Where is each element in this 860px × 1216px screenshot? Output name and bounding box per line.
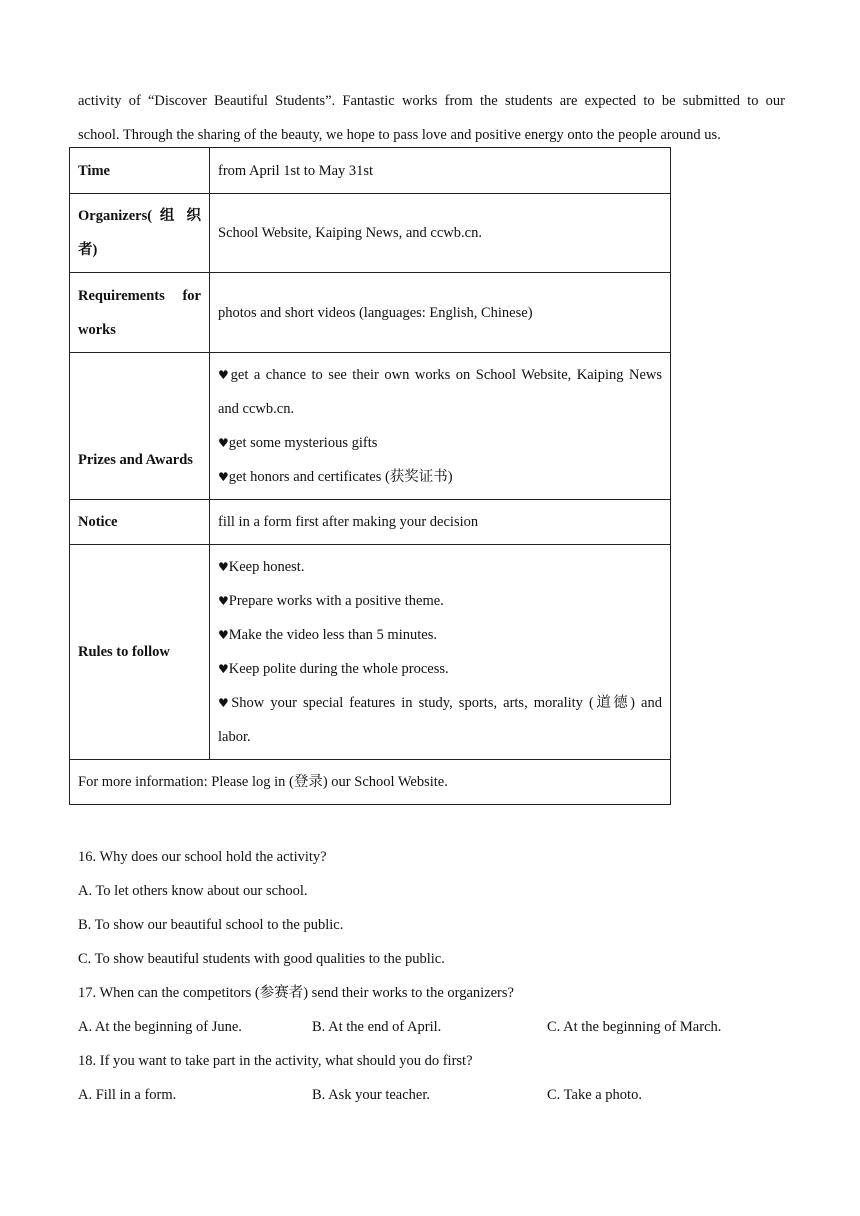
rule-item: ♥Prepare works with a positive theme. (218, 593, 444, 609)
question-18-stem: 18. If you want to take part in the activity, what should you do first? (78, 1053, 473, 1069)
row-time (70, 148, 671, 194)
prize-item: ♥get honors and certificates (获奖证书) (218, 469, 453, 485)
rule-item: ♥Keep polite during the whole process. (218, 661, 449, 677)
rule-item: ♥Show your special features in study, sports, arts, morality (道德) and labor. (218, 695, 662, 745)
question-17-option-b: B. At the end of April. (312, 1019, 442, 1035)
row-more-info (70, 760, 671, 805)
intro-line-1: activity of “Discover Beautiful Students”. Fantastic works from the students are expected to be submitted to our (78, 93, 785, 109)
heart-icon: ♥ (218, 470, 229, 484)
time-label: Time (70, 148, 210, 194)
organizers-label: Organizers( 组 织 者) (70, 194, 210, 273)
rules-list (210, 545, 671, 760)
heart-icon: ♥ (218, 594, 229, 608)
row-notice (70, 500, 671, 545)
rules-label: Rules to follow (70, 545, 210, 760)
question-16-option-a: A. To let others know about our school. (78, 883, 308, 899)
row-rules (70, 545, 671, 760)
heart-icon: ♥ (218, 560, 229, 574)
organizers-value: School Website, Kaiping News, and ccwb.cn. (210, 194, 671, 273)
rule-item: ♥Make the video less than 5 minutes. (218, 627, 437, 643)
heart-icon: ♥ (218, 436, 229, 450)
notice-label: Notice (70, 500, 210, 545)
question-18-option-c: C. Take a photo. (547, 1087, 642, 1103)
requirements-label: Requirements for works (70, 273, 210, 353)
question-17-option-a: A. At the beginning of June. (78, 1019, 242, 1035)
heart-icon: ♥ (218, 368, 231, 382)
question-17-stem: 17. When can the competitors (参赛者) send their works to the organizers? (78, 985, 514, 1001)
heart-icon: ♥ (218, 628, 229, 642)
row-organizers (70, 194, 671, 273)
row-prizes (70, 353, 671, 500)
time-value: from April 1st to May 31st (210, 148, 671, 194)
prize-item: ♥get some mysterious gifts (218, 435, 378, 451)
heart-icon: ♥ (218, 662, 229, 676)
question-17-options (78, 1010, 798, 1044)
question-18-options (78, 1078, 798, 1112)
heart-icon: ♥ (218, 696, 232, 710)
prizes-label: Prizes and Awards (70, 353, 210, 500)
activity-info-table (69, 147, 671, 805)
prize-item: ♥get a chance to see their own works on School Website, Kaiping News and ccwb.cn. (218, 367, 662, 417)
question-18-option-a: A. Fill in a form. (78, 1087, 177, 1103)
intro-paragraph (78, 84, 785, 152)
requirements-value: photos and short videos (languages: English, Chinese) (210, 273, 671, 353)
rule-item: ♥Keep honest. (218, 559, 305, 575)
question-16-option-b: B. To show our beautiful school to the public. (78, 917, 344, 933)
question-16-option-c: C. To show beautiful students with good qualities to the public. (78, 951, 445, 967)
question-17-option-c: C. At the beginning of March. (547, 1019, 722, 1035)
row-requirements (70, 273, 671, 353)
more-info: For more information: Please log in (登录) our School Website. (70, 760, 671, 805)
questions-section (78, 840, 798, 1112)
prizes-list (210, 353, 671, 500)
question-16-stem: 16. Why does our school hold the activity? (78, 849, 327, 865)
intro-line-2: school. Through the sharing of the beauty, we hope to pass love and positive energy onto the people around us. (78, 127, 721, 143)
notice-value: fill in a form first after making your decision (210, 500, 671, 545)
question-18-option-b: B. Ask your teacher. (312, 1087, 430, 1103)
